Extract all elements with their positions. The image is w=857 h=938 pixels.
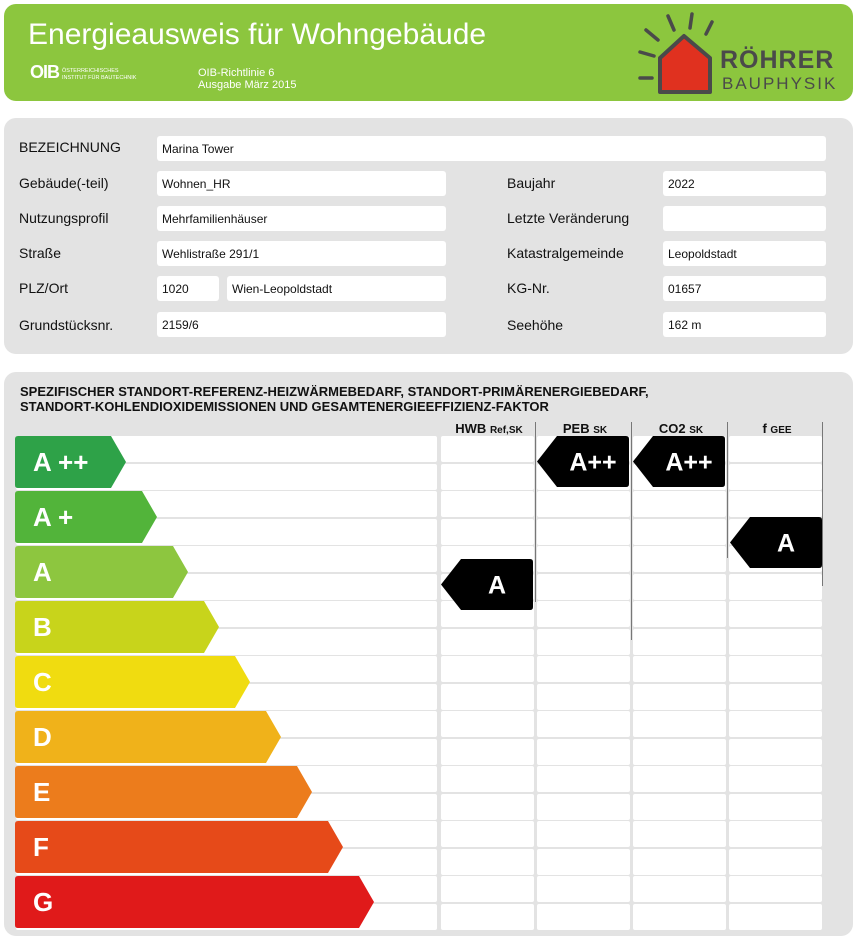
scale-cell — [537, 519, 630, 545]
scale-cell — [441, 684, 534, 710]
column-header-fgee — [729, 421, 825, 436]
class-arrow-label: A — [33, 557, 52, 587]
scale-cell — [729, 904, 822, 930]
header-banner — [4, 4, 853, 101]
energy-scale-panel — [4, 372, 853, 936]
scale-cell — [729, 849, 822, 875]
column-hwb-sub: Ref,SK — [489, 425, 523, 436]
class-arrow — [15, 821, 344, 873]
scale-cell — [729, 766, 822, 792]
scale-cell — [537, 601, 630, 627]
column-header-hwb — [441, 421, 537, 436]
bezeichnung-label: BEZEICHNUNG — [19, 139, 121, 155]
scale-cell — [633, 656, 726, 682]
column-header-peb — [537, 421, 633, 436]
letzte-veraenderung-label: Letzte Veränderung — [507, 210, 630, 226]
scale-cell — [633, 629, 726, 655]
class-arrow-shape — [15, 766, 312, 818]
scale-cell — [537, 739, 630, 765]
class-arrow-label: B — [33, 612, 52, 642]
scale-cell — [633, 739, 726, 765]
scale-cell — [729, 574, 822, 600]
bezeichnung-field: Marina Tower — [157, 136, 826, 161]
class-arrow-label: E — [33, 777, 51, 807]
scale-cell — [729, 656, 822, 682]
scale-cell — [441, 876, 534, 902]
nutzungsprofil-label: Nutzungsprofil — [19, 210, 109, 226]
scale-cell — [633, 876, 726, 902]
scale-cell — [537, 794, 630, 820]
oib-sub-line2: INSTITUT FÜR BAUTECHNIK — [62, 75, 137, 81]
oib-sub-line1: ÖSTERREICHISCHES — [62, 68, 119, 74]
rating-badge — [730, 517, 822, 568]
scale-cell — [537, 629, 630, 655]
scale-cell — [633, 821, 726, 847]
scale-cell — [633, 711, 726, 737]
page-title: Energieausweis für Wohngebäude — [28, 18, 487, 51]
guideline-line1: OIB-Richtlinie 6 — [198, 67, 275, 79]
column-hwb-main: HWB — [455, 421, 487, 436]
scale-cell — [441, 821, 534, 847]
class-arrow — [15, 601, 220, 653]
kg-nr-field: 01657 — [663, 276, 826, 301]
class-arrow-label: F — [33, 832, 49, 862]
scale-cell — [729, 436, 822, 462]
class-arrow — [15, 546, 189, 598]
scale-cell — [537, 684, 630, 710]
plz-ort-label: PLZ/Ort — [19, 280, 69, 296]
scale-title-line1: SPEZIFISCHER STANDORT-REFERENZ-HEIZWÄRMEBEDARF, STANDORT-PRIMÄRENERGIEBEDARF, — [20, 384, 649, 399]
scale-cell — [441, 436, 534, 462]
scale-cell — [537, 849, 630, 875]
class-arrow — [15, 491, 158, 543]
scale-cell — [441, 766, 534, 792]
scale-cell — [441, 794, 534, 820]
baujahr-field: 2022 — [663, 171, 826, 196]
column-peb-sub: SK — [593, 425, 608, 436]
scale-cell — [633, 794, 726, 820]
scale-cell — [537, 491, 630, 517]
scale-cell — [729, 601, 822, 627]
strasse-label: Straße — [19, 245, 62, 261]
rating-badge-label: A++ — [665, 448, 713, 477]
scale-cell — [633, 849, 726, 875]
scale-cell — [441, 629, 534, 655]
scale-cell — [729, 821, 822, 847]
rating-badge — [633, 436, 725, 487]
scale-title-line2: STANDORT-KOHLENDIOXIDEMISSIONEN UND GESAMTENERGIEEFFIZIENZ-FAKTOR — [20, 399, 549, 414]
brand-subname: BAUPHYSIK — [722, 74, 838, 93]
scale-cell — [537, 656, 630, 682]
brand-logo — [618, 8, 850, 100]
class-arrow-label: C — [33, 667, 52, 697]
class-arrow — [15, 656, 251, 708]
scale-cell — [537, 574, 630, 600]
scale-cell — [729, 739, 822, 765]
rating-badge — [441, 559, 533, 610]
kg-nr-label: KG-Nr. — [507, 280, 550, 296]
column-divider — [535, 422, 536, 602]
column-divider — [822, 422, 823, 586]
column-co2-sub: SK — [689, 425, 704, 436]
class-arrow — [15, 876, 375, 928]
scale-cell — [633, 904, 726, 930]
gebaeudeteil-field: Wohnen_HR — [157, 171, 446, 196]
class-arrow — [15, 766, 313, 818]
scale-cell — [729, 684, 822, 710]
column-header-co2 — [633, 421, 729, 436]
scale-cell — [537, 711, 630, 737]
katastralgemeinde-label: Katastralgemeinde — [507, 245, 624, 261]
rating-badge-label: A — [776, 529, 796, 558]
scale-cell — [633, 766, 726, 792]
scale-cell — [729, 794, 822, 820]
building-info-panel — [4, 118, 853, 354]
grundstuecksnr-field: 2159/6 — [157, 312, 446, 337]
seehoehe-field: 162 m — [663, 312, 826, 337]
scale-cell — [441, 904, 534, 930]
seehoehe-label: Seehöhe — [507, 317, 564, 333]
class-arrow-shape — [15, 876, 374, 928]
scale-cell — [441, 656, 534, 682]
column-peb-main: PEB — [562, 421, 590, 436]
scale-cell — [441, 711, 534, 737]
brand-name: RÖHRER — [720, 46, 835, 74]
class-arrow — [15, 711, 282, 763]
scale-cell — [633, 491, 726, 517]
grundstuecksnr-label: Grundstücksnr. — [19, 317, 114, 333]
rating-badge-label: A++ — [569, 448, 617, 477]
class-arrow-label: G — [33, 887, 54, 917]
scale-cell — [441, 519, 534, 545]
scale-cell — [729, 491, 822, 517]
strasse-field: Wehlistraße 291/1 — [157, 241, 446, 266]
class-arrow-shape — [15, 711, 281, 763]
rating-badge — [537, 436, 629, 487]
scale-cell — [633, 574, 726, 600]
scale-cell — [441, 464, 534, 490]
ort-field: Wien-Leopoldstadt — [227, 276, 446, 301]
gebaeudeteil-label: Gebäude(-teil) — [19, 175, 109, 191]
guideline-info — [198, 67, 296, 91]
class-arrow-label: D — [33, 722, 52, 752]
class-arrow — [15, 436, 127, 488]
oib-logo-subtitle — [62, 68, 136, 82]
column-divider — [727, 422, 728, 558]
scale-cell — [729, 629, 822, 655]
baujahr-label: Baujahr — [507, 175, 556, 191]
scale-title — [20, 384, 649, 414]
katastralgemeinde-field: Leopoldstadt — [663, 241, 826, 266]
column-divider — [631, 422, 632, 640]
nutzungsprofil-field: Mehrfamilienhäuser — [157, 206, 446, 231]
scale-cell — [441, 739, 534, 765]
class-arrow-label: A ++ — [33, 447, 89, 477]
column-co2-main: CO2 — [658, 421, 686, 436]
scale-cell — [633, 546, 726, 572]
scale-cell — [441, 849, 534, 875]
scale-cell — [633, 519, 726, 545]
column-fgee-sub: GEE — [770, 425, 792, 436]
class-arrow-label: A + — [33, 502, 74, 532]
scale-cell — [441, 491, 534, 517]
scale-cell — [537, 546, 630, 572]
scale-cell — [729, 464, 822, 490]
scale-cell — [537, 904, 630, 930]
scale-cell — [729, 876, 822, 902]
plz-field: 1020 — [157, 276, 219, 301]
class-arrow-shape — [15, 821, 343, 873]
scale-cell — [537, 876, 630, 902]
scale-cell — [633, 684, 726, 710]
scale-cell — [633, 601, 726, 627]
oib-logo: OIB — [30, 62, 60, 82]
rating-badge-label: A — [487, 571, 507, 600]
scale-cell — [729, 711, 822, 737]
scale-cell — [537, 821, 630, 847]
scale-cell — [537, 766, 630, 792]
guideline-line2: Ausgabe März 2015 — [198, 79, 297, 91]
letzte-veraenderung-field — [663, 206, 826, 231]
column-fgee-main: f — [762, 421, 767, 436]
